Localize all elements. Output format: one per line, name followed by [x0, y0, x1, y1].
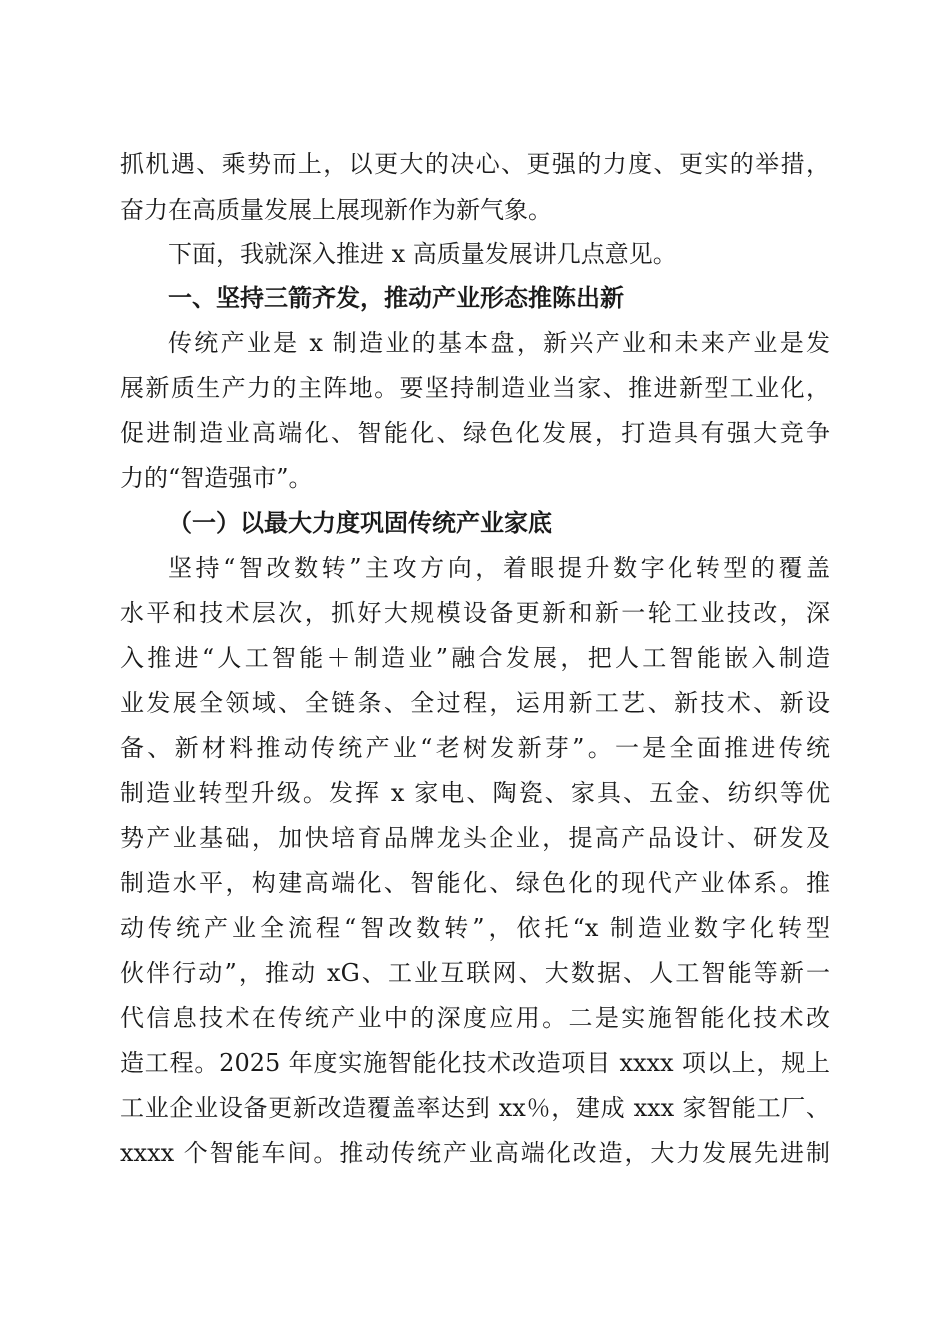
paragraph-line: 力的“智造强市”。	[120, 464, 313, 492]
paragraph-line: 工业企业设备更新改造覆盖率达到 xx％，建成 xxx 家智能工厂、	[120, 1094, 830, 1122]
paragraph-line: 业发展全领域、全链条、全过程，运用新工艺、新技术、新设	[120, 689, 830, 717]
section-heading: 一、坚持三箭齐发，推动产业形态推陈出新	[168, 284, 624, 312]
paragraph-line: 备、新材料推动传统产业“老树发新芽”。一是全面推进传统	[120, 734, 830, 762]
paragraph-line: 展新质生产力的主阵地。要坚持制造业当家、推进新型工业化，	[120, 374, 830, 402]
paragraph-line: 动传统产业全流程“智改数转”，依托“x 制造业数字化转型	[120, 914, 830, 942]
paragraph-line: 促进制造业高端化、智能化、绿色化发展，打造具有强大竞争	[120, 419, 830, 447]
subsection-heading: （一）以最大力度巩固传统产业家底	[168, 509, 552, 537]
paragraph-line: 入推进“人工智能＋制造业”融合发展，把人工智能嵌入制造	[120, 644, 830, 672]
paragraph-line: xxxx 个智能车间。推动传统产业高端化改造，大力发展先进制	[120, 1139, 830, 1167]
paragraph-line: 伙伴行动”，推动 xG、工业互联网、大数据、人工智能等新一	[120, 959, 830, 987]
paragraph-line: 下面，我就深入推进 x 高质量发展讲几点意见。	[168, 240, 677, 268]
paragraph-line: 水平和技术层次，抓好大规模设备更新和新一轮工业技改，深	[120, 599, 830, 627]
paragraph-line: 抓机遇、乘势而上，以更大的决心、更强的力度、更实的举措，	[120, 150, 830, 178]
paragraph-line: 代信息技术在传统产业中的深度应用。二是实施智能化技术改	[120, 1004, 830, 1032]
paragraph-line: 制造水平，构建高端化、智能化、绿色化的现代产业体系。推	[120, 869, 830, 897]
paragraph-line: 势产业基础，加快培育品牌龙头企业，提高产品设计、研发及	[120, 824, 830, 852]
paragraph-line: 制造业转型升级。发挥 x 家电、陶瓷、家具、五金、纺织等优	[120, 779, 830, 807]
paragraph-line: 坚持“智改数转”主攻方向，着眼提升数字化转型的覆盖	[168, 554, 830, 582]
paragraph-line: 传统产业是 x 制造业的基本盘，新兴产业和未来产业是发	[168, 329, 830, 357]
paragraph-line: 奋力在高质量发展上展现新作为新气象。	[120, 196, 552, 224]
paragraph-line: 造工程。2025 年度实施智能化技术改造项目 xxxx 项以上，规上	[120, 1049, 830, 1077]
